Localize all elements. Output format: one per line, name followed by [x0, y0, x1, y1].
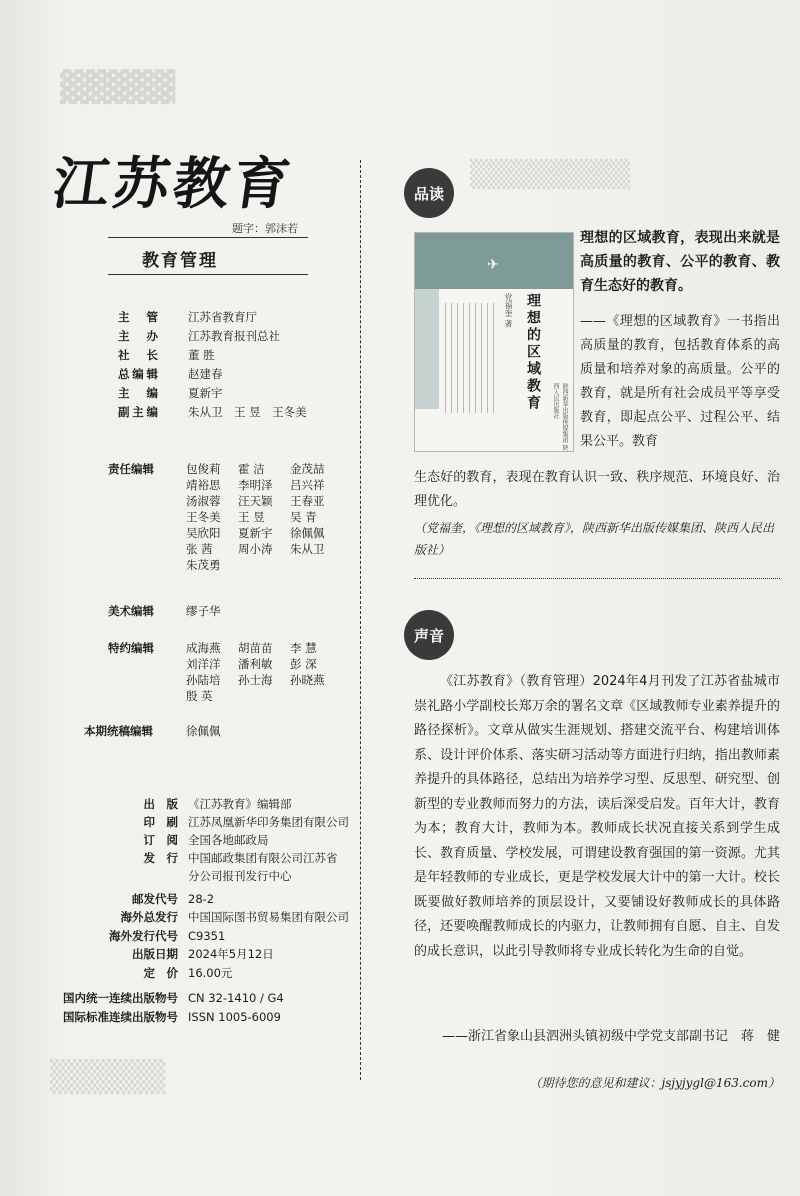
reading-body: 生态好的教育，表现在教育认识一致、秩序规范、环境良好、治理优化。 [414, 470, 780, 509]
voice-article: 《江苏教育》（教育管理）2024年4月刊发了江苏省盐城市崇礼路小学副校长郑万余的署名文章《区域教师专业素养提升的路径探析》。文章从做实生涯规划、搭建交流平台、构建培训体系、设计评价体系、落实研习活动等方面进行归纳，指出教师素养提升的具体路径，总结出为培养学习型、反思型、研究型、创新型的专业教师而努力的方法，读后深受启发。百年大计，教育为本；教育大计，教师为本。教师成长状况直接关系到学生成长、教育质量、学校发展，可谓建设教育强国的第一资源。尤其是年轻教师的专业成长，更是学校发展大计中的第一大计。校长既要做好教师培养的顶层设计，又要铺设好教师成长的具体路径，还要唤醒教师成长的内驱力，让教师拥有自愿、自主、自发的成长意识，以此引导教师将专业成长转化为生命的自觉。 [414, 674, 780, 959]
staff-row: 副主编 朱从卫 王 昱 王冬美 [118, 405, 307, 419]
cover-band-side [415, 289, 439, 409]
pub-row: 海外总发行 中国国际图书贸易集团有限公司 [120, 910, 349, 924]
reading-quote: 理想的区域教育，表现出来就是高质量的教育、公平的教育、教育生态好的教育。 [580, 230, 780, 294]
pub-row: 发 行 中国邮政集团有限公司江苏省 [143, 851, 338, 865]
column-divider [360, 160, 361, 1080]
pub-row: 海外发行代号 C9351 [109, 929, 226, 943]
paper-plane-icon: ✈ [487, 257, 499, 273]
staff-row: 主 编 夏新宇 [118, 386, 223, 400]
pub-row: 国际标准连续出版物号 ISSN 1005-6009 [63, 1010, 281, 1024]
pub-row: 国内统一连续出版物号 CN 32-1410 / G4 [63, 991, 284, 1005]
pub-row: 出版日期 2024年5月12日 [132, 947, 274, 961]
voice-tag: 声音 [404, 610, 454, 660]
book-author: 党福奎 著 [504, 293, 513, 328]
contract-editor-names: 成海燕 胡苗苗 李 慧 刘洋洋 潘利敏 彭 深 孙陆培 孙士海 孙晓燕 殷 英 [186, 641, 325, 703]
magazine-logo: 江苏教育 [48, 151, 299, 217]
bleed-through-top: ▓▓▓▓▓ [60, 70, 176, 105]
title-rule-bottom [108, 274, 308, 275]
bleed-through-title: ▒▒▒▒▒▒▒▒ [470, 160, 630, 190]
cover-text-lines [445, 303, 495, 413]
magazine-page: ▓▓▓▓▓ ▒▒▒▒▒▒▒▒ ▒▒▒▒▒ 江苏教育 题字：郭沫若 教育管理 主 管 江苏省教育厅 主 办 江苏教育报刊总社 社 长 董 胜 总编辑 赵建春 主 编 夏新宇 副主编 朱从卫 王 昱 王冬美 责任编辑 包俊莉 霍 洁 金茂喆 靖裕思 李明泽 吕兴祥 汤淑蓉 汪天颖 王春亚 王冬美 王 昱 吴 青 吴欣阳 夏新宇 徐佩佩 张 茜 周小涛 朱从卫 朱茂勇 美术编辑 缪子华 特约编辑 成海燕 胡苗苗 李 慧 刘洋洋 潘利敏 彭 深 孙陆培 孙士海 孙晓燕 殷 英 本期统稿编辑 徐佩佩 出 版 《江苏教育》编辑部 印 刷 江苏凤凰新华印务集团有限公司 订 阅 全国各地邮政局 发 行 中国邮政集团有限公司江苏省 分公司报刊发行中心 邮发代号 28-2 海外总发行 中国国际图书贸易集团有限公司 海外发行代号 C9351 出版日期 2024年5月12日 定 价 16.00元 国内统一连续出版物号 CN 32-1410 / G4 国际标准连续出版物号 ISSN 1005-6009 品读 ✈ 理想的区域教育 党福奎 著 陕西新华出版传媒集团 陕西人民出版社 理想的区域教育，表现出来就是高质量的教育、公平的教育、教育生态好的教育。 ——《理想的区域教育》一书指出高质量的教育，包括教育体系的高质量和培养对象的高质量。公平的教育，就是所有社会成员平等享受教育，即起点公平、过程公平、结果公平。教育 生态好的教育，表现在教育认识一致、秩序规范、环境良好、治理优化。 （党福奎，《理想的区域教育》，陕西新华出版传媒集团、陕西人民出版社） 声音 《江苏教育》（教育管理）2024年4月刊发了江苏省盐城市崇礼路小学副校长郑万余的署名文章《区域教师专业素养提升的路径探析》。文章从做实生涯规划、搭建交流平台、构建培训体系、设计评价体系、落实研习活动等方面进行归纳，指出教师素养提升的具体路径，总结出为培养学习型、反思型、研究型、创新型的专业教师而努力的方法，读后深受启发。百年大计，教育为本；教育大计，教师为本。教师成长状况直接关系到学生成长、教育质量、学校发展，可谓建设教育强国的第一资源。尤其是年轻教师的专业成长，更是学校发展大计中的第一大计。校长既要做好教师培养的顶层设计，又要铺设好教师成长的具体路径，还要唤醒教师成长的内驱力，让教师拥有自愿、自主、自发的成长意识，以此引导教师将专业成长转化为生命的自觉。 ——浙江省象山县泗洲头镇初级中学党支部副书记 蒋 健 （期待您的意见和建议：jsjyjygl@163.com） [0, 0, 800, 1196]
pub-row: 定 价 16.00元 [143, 966, 233, 980]
section-divider [414, 578, 780, 579]
pub-row: 邮发代号 28-2 [132, 892, 215, 906]
staff-row: 主 办 江苏教育报刊总社 [118, 329, 280, 343]
book-publisher: 陕西新华出版传媒集团 陕西人民出版社 [552, 383, 568, 451]
staff-row: 主 管 江苏省教育厅 [118, 310, 257, 324]
title-rule-top [108, 237, 308, 238]
reading-body-wrap: ——《理想的区域教育》一书指出高质量的教育，包括教育体系的高质量和培养对象的高质量。公平的教育，就是所有社会成员平等享受教育，即起点公平、过程公平、结果公平。教育 [580, 314, 780, 449]
section-title: 教育管理 [142, 251, 218, 271]
pub-row: 印 刷 江苏凤凰新华印务集团有限公司 [143, 815, 349, 829]
voice-signature: ——浙江省象山县泗洲头镇初级中学党支部副书记 蒋 健 [441, 1029, 780, 1044]
pub-row: 订 阅 全国各地邮政局 [143, 833, 269, 847]
reading-source: （党福奎，《理想的区域教育》，陕西新华出版传媒集团、陕西人民出版社） [414, 521, 775, 557]
bleed-through-bottom: ▒▒▒▒▒ [50, 1060, 166, 1095]
logo-credit: 题字：郭沫若 [232, 222, 298, 235]
book-cover [414, 232, 574, 452]
reading-tag: 品读 [404, 168, 454, 218]
pub-row: 分公司报刊发行中心 [188, 869, 292, 883]
staff-row: 总编辑 赵建春 [118, 367, 223, 381]
staff-row: 社 长 董 胜 [118, 348, 215, 362]
editor-names: 包俊莉 霍 洁 金茂喆 靖裕思 李明泽 吕兴祥 汤淑蓉 汪天颖 王春亚 王冬美 王 昱 吴 青 吴欣阳 夏新宇 徐佩佩 张 茜 周小涛 朱从卫 朱茂勇 [186, 462, 325, 572]
feedback-note: （期待您的意见和建议：jsjyjygl@163.com） [529, 1076, 780, 1090]
pub-row: 出 版 《江苏教育》编辑部 [143, 797, 292, 811]
book-title: 理想的区域教育 [525, 293, 541, 412]
